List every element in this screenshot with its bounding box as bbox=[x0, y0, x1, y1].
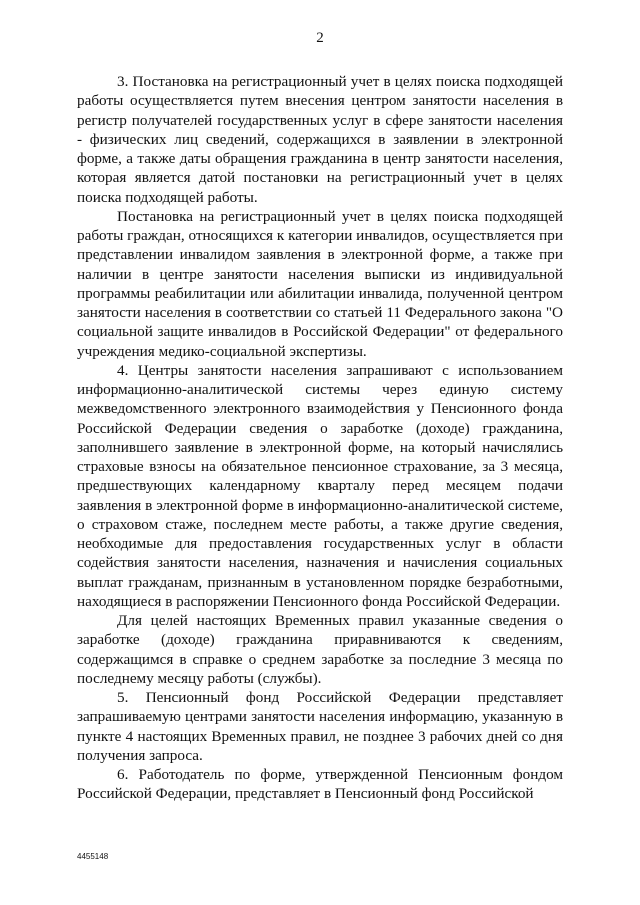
paragraph-4-earnings: Для целей настоящих Временных правил указанные сведения о заработке (доходе) гражданина приравниваются к сведениям, содержащимся в справке о среднем заработке за последние 3 месяца по последнему месяцу работы (службы). bbox=[77, 612, 563, 687]
paragraph-5: 5. Пенсионный фонд Российской Федерации представляет запрашиваемую центрами занятости населения информацию, указанную в пункте 4 настоящих Временных правил, не позднее 3 рабочих дней со дня получения запроса. bbox=[77, 689, 563, 764]
paragraph-4: 4. Центры занятости населения запрашивают с использованием информационно-аналитической системы через единую систему межведомственного электронного взаимодействия у Пенсионного фонда Российской Федерации сведения о заработке (доходе) гражданина, заполнившего заявление в электронной форме, на который начислялись страховые взносы на обязательное пенсионное страхование, за 3 месяца, предшествующих календарному кварталу перед месяцем подачи заявления в электронной форме в информационно-аналитической системе, о страховом стаже, последнем месте работы, а также другие сведения, необходимые для предоставления государственных услуг в области содействия занятости населения, назначения и начисления социальных выплат гражданам, признанным в установленном порядке безработными, находящиеся в распоряжении Пенсионного фонда Российской Федерации. bbox=[77, 361, 563, 610]
paragraph-3-disabled: Постановка на регистрационный учет в целях поиска подходящей работы граждан, относящихся к категории инвалидов, осуществляется при представлении инвалидом заявления в электронной форме, а также при наличии в центре занятости населения выписки из индивидуальной программы реабилитации или абилитации инвалида, полученной центром занятости населения в соответствии со статьей 11 Федерального закона "О социальной защите инвалидов в Российской Федерации" от федерального учреждения медико-социальной экспертизы. bbox=[77, 207, 563, 360]
document-body bbox=[77, 72, 563, 804]
paragraph-6: 6. Работодатель по форме, утвержденной Пенсионным фондом Российской Федерации, представляет в Пенсионный фонд Российской bbox=[77, 766, 563, 803]
page-number: 2 bbox=[316, 30, 324, 46]
document-code: 4455148 bbox=[77, 852, 109, 861]
paragraph-3: 3. Постановка на регистрационный учет в целях поиска подходящей работы осуществляется путем внесения центром занятости населения в регистр получателей государственных услуг в сфере занятости населения - физических лиц сведений, содержащихся в заявлении в электронной форме, а также даты обращения гражданина в центр занятости населения, которая является датой постановки на регистрационный учет в целях поиска подходящей работы. bbox=[77, 73, 563, 206]
